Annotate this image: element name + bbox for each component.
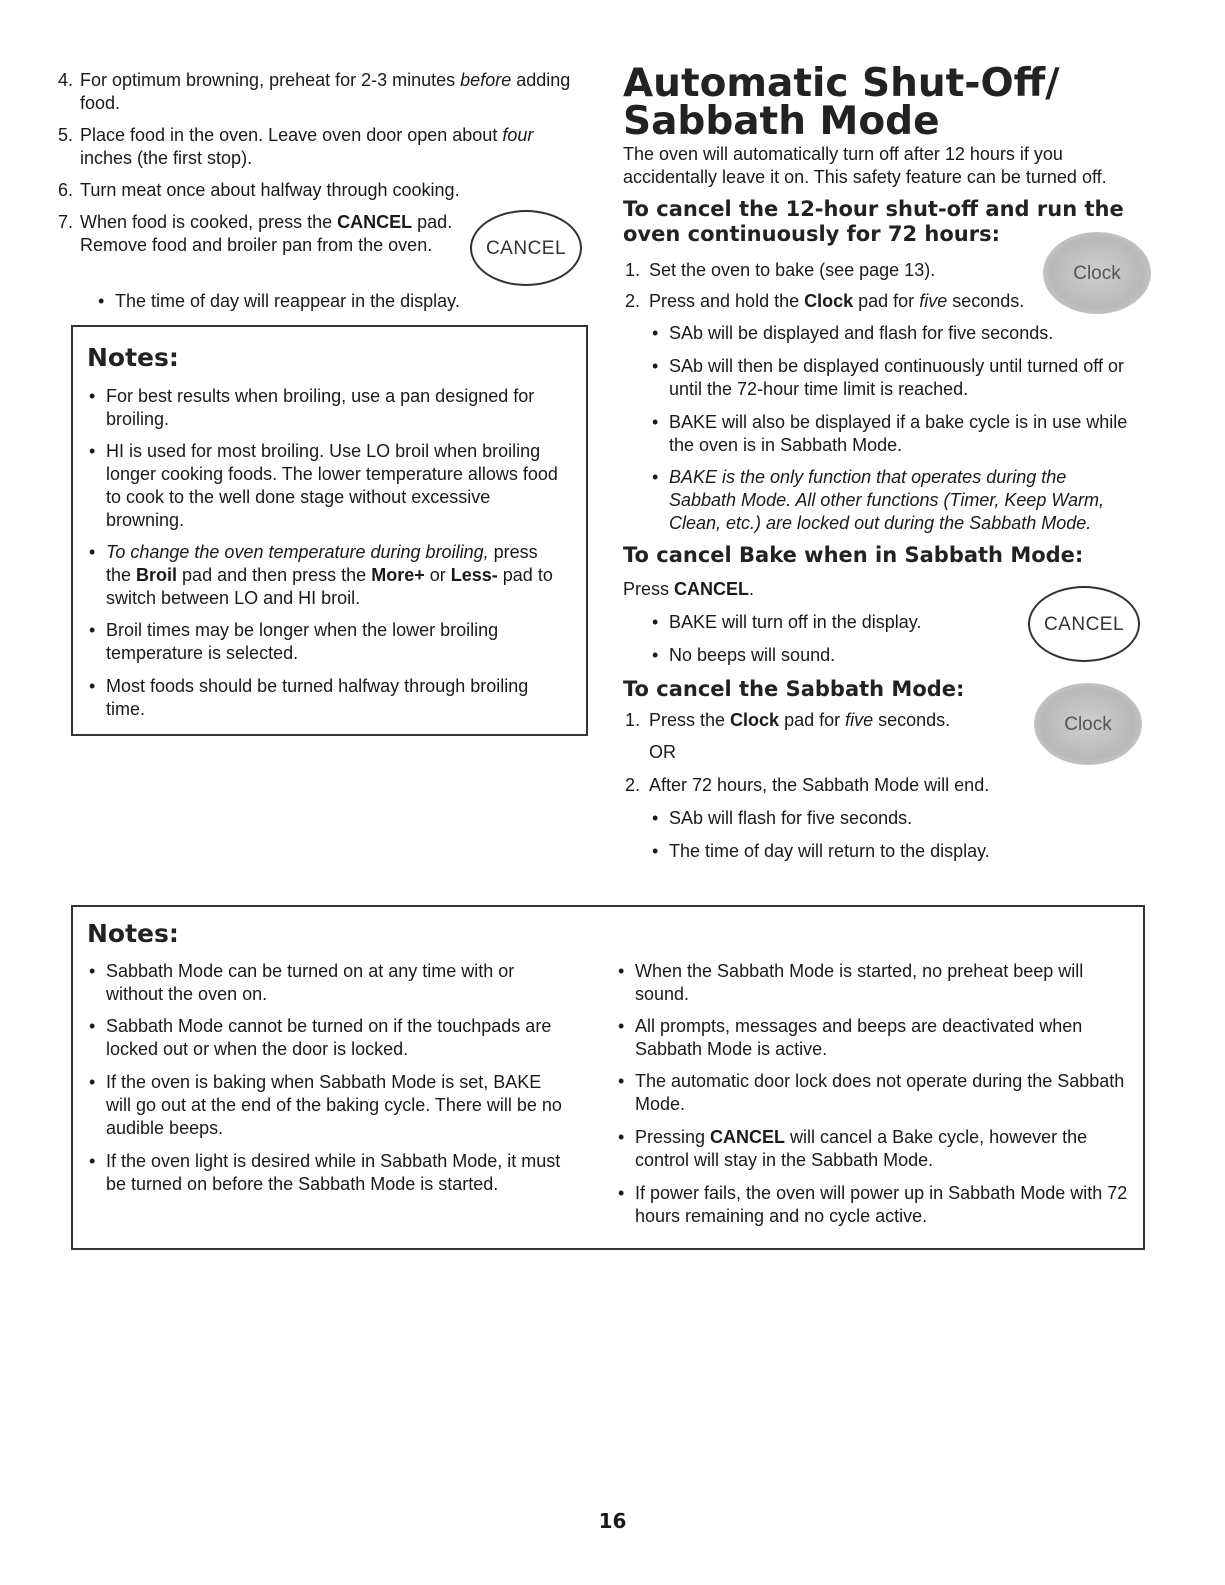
step-number: 7.	[58, 212, 74, 232]
intro-text: The oven will automatically turn off after 12 hours if you accidentally leave it on. This safety feature can be turned off.	[623, 144, 1107, 187]
cancel-pad-label: CANCEL	[485, 237, 567, 259]
bullet-text: SAb will flash for five seconds.	[669, 808, 913, 828]
bullet-icon: •	[89, 676, 96, 696]
step-number: 5.	[58, 125, 74, 145]
notes-title: Notes:	[87, 343, 179, 372]
bullet-icon: •	[89, 961, 96, 981]
step-text: Press and hold the Clock pad for five seconds.	[649, 291, 1025, 311]
step-number: 1.	[625, 710, 641, 730]
bullet-icon: •	[618, 1183, 625, 1203]
section2-heading: To cancel Bake when in Sabbath Mode:	[623, 543, 1084, 567]
step-text: Place food in the oven. Leave oven door open about four inches (the first stop).	[80, 125, 534, 168]
bullet-text: BAKE is the only function that operates during the Sabbath Mode. All other functions (Timer, Keep Warm, Clean, etc.) are locked out during the Sabbath Mode.	[669, 467, 1105, 533]
bottom-notes-box	[71, 905, 1145, 1250]
page-number: 16	[598, 1509, 627, 1533]
note-text: Sabbath Mode can be turned on at any time with or without the oven on.	[106, 961, 515, 1004]
cancel-pad-icon	[470, 210, 582, 286]
cancel-pad-icon	[1028, 586, 1140, 662]
step-text: Turn meat once about halfway through cooking.	[80, 180, 460, 200]
step-number: 2.	[625, 291, 641, 311]
bullet-text: No beeps will sound.	[669, 645, 836, 665]
bullet-icon: •	[89, 542, 96, 562]
bullet-icon: •	[89, 1072, 96, 1092]
clock-pad-icon	[1034, 683, 1142, 765]
note-text: Sabbath Mode cannot be turned on if the touchpads are locked out or when the door is locked.	[106, 1016, 552, 1059]
bullet-icon: •	[652, 841, 659, 861]
bullet-icon: •	[618, 1016, 625, 1036]
note-text: To change the oven temperature during broiling, press the Broil pad and then press the More+ or Less- pad to switch between LO and HI broil.	[106, 542, 553, 608]
step-text: For optimum browning, preheat for 2-3 minutes before adding food.	[80, 70, 571, 113]
bullet-text: The time of day will reappear in the display.	[115, 291, 460, 311]
step-text: After 72 hours, the Sabbath Mode will end.	[649, 775, 990, 795]
note-text: If the oven is baking when Sabbath Mode is set, BAKE will go out at the end of the baking cycle. There will be no audible beeps.	[106, 1072, 562, 1138]
bullet-icon: •	[89, 1016, 96, 1036]
section3-heading: To cancel the Sabbath Mode:	[623, 677, 965, 701]
note-text: If the oven light is desired while in Sabbath Mode, it must be turned on before the Sabbath Mode is started.	[106, 1151, 561, 1194]
step-number: 6.	[58, 180, 74, 200]
page-title-line1: Automatic Shut-Off/	[623, 61, 1060, 106]
bullet-icon: •	[89, 386, 96, 406]
bullet-icon: •	[652, 645, 659, 665]
cancel-pad-label: CANCEL	[1043, 613, 1125, 635]
note-text: For best results when broiling, use a pan designed for broiling.	[106, 386, 535, 429]
page-title-line2: Sabbath Mode	[623, 99, 940, 144]
notes-title: Notes:	[87, 919, 179, 948]
note-text: The automatic door lock does not operate during the Sabbath Mode.	[635, 1071, 1125, 1114]
bullet-icon: •	[618, 1071, 625, 1091]
note-text: All prompts, messages and beeps are deactivated when Sabbath Mode is active.	[635, 1016, 1083, 1059]
notes-box	[71, 325, 588, 736]
bullet-icon: •	[89, 620, 96, 640]
bullet-text: The time of day will return to the display.	[669, 841, 990, 861]
bullet-icon: •	[652, 467, 659, 487]
bullet-text: SAb will be displayed and flash for five seconds.	[669, 323, 1054, 343]
bullet-icon: •	[618, 1127, 625, 1147]
note-text: If power fails, the oven will power up in Sabbath Mode with 72 hours remaining and no cycle active.	[635, 1183, 1128, 1226]
bullet-icon: •	[98, 291, 105, 311]
note-text: Pressing CANCEL will cancel a Bake cycle, however the control will stay in the Sabbath Mode.	[635, 1127, 1088, 1170]
step-text: When food is cooked, press the CANCEL pad. Remove food and broiler pan from the oven.	[80, 212, 453, 255]
bullet-icon: •	[618, 961, 625, 981]
note-text: When the Sabbath Mode is started, no preheat beep will sound.	[635, 961, 1084, 1004]
bullet-icon: •	[652, 323, 659, 343]
step-number: 1.	[625, 260, 641, 280]
step-number: 2.	[625, 775, 641, 795]
bullet-text: SAb will then be displayed continuously until turned off or until the 72-hour time limit is reached.	[669, 356, 1124, 399]
clock-pad-label: Clock	[1064, 713, 1112, 735]
bullet-icon: •	[89, 1151, 96, 1171]
step-text: Set the oven to bake (see page 13).	[649, 260, 936, 280]
bullet-text: BAKE will turn off in the display.	[669, 612, 922, 632]
or-text: OR	[649, 742, 676, 762]
section1-heading-line2: oven continuously for 72 hours:	[623, 222, 1001, 246]
clock-pad-label: Clock	[1073, 262, 1121, 284]
bullet-icon: •	[652, 356, 659, 376]
note-text: Most foods should be turned halfway through broiling time.	[106, 676, 529, 719]
section2-press: Press CANCEL.	[623, 579, 755, 599]
bullet-text: BAKE will also be displayed if a bake cycle is in use while the oven is in Sabbath Mode.	[669, 412, 1128, 455]
clock-pad-icon	[1043, 232, 1151, 314]
bullet-icon: •	[652, 808, 659, 828]
bullet-icon: •	[652, 612, 659, 632]
section1-heading-line1: To cancel the 12-hour shut-off and run the	[623, 197, 1124, 221]
bullet-icon: •	[89, 441, 96, 461]
note-text: HI is used for most broiling. Use LO broil when broiling longer cooking foods. The lower temperature allows food to cook to the well done stage without excessive browning.	[106, 441, 558, 530]
step-number: 4.	[58, 70, 74, 90]
bullet-icon: •	[652, 412, 659, 432]
note-text: Broil times may be longer when the lower broiling temperature is selected.	[106, 620, 499, 663]
step-text: Press the Clock pad for five seconds.	[649, 710, 951, 730]
